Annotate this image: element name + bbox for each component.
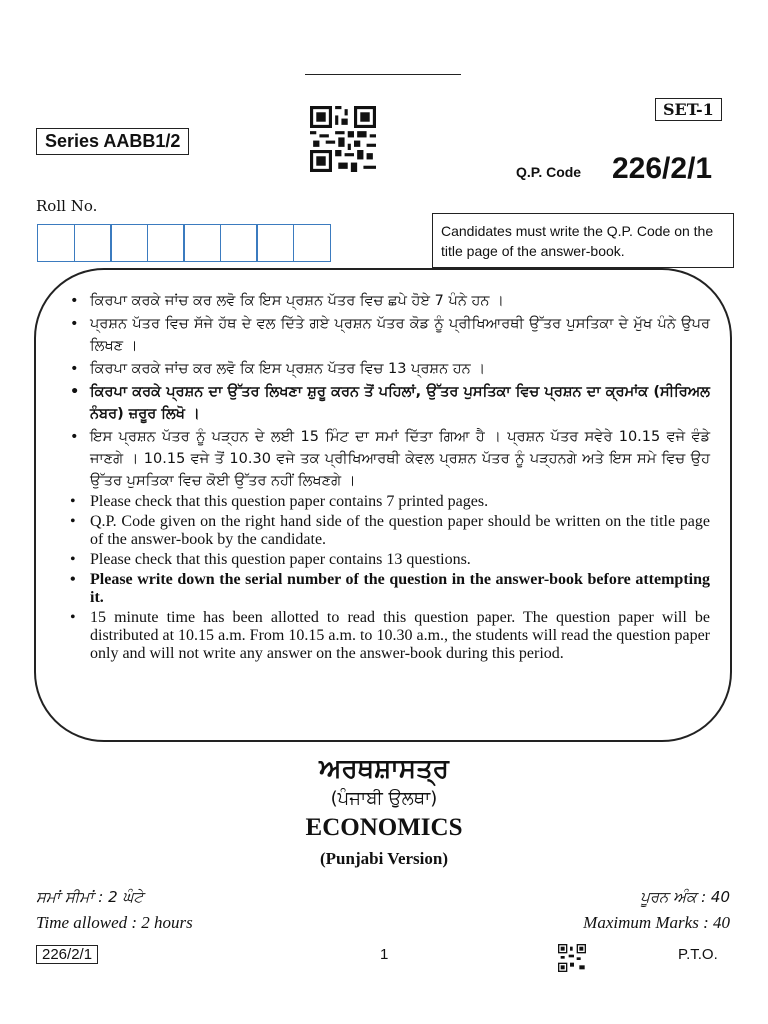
instruction-item: • ਕਿਰਪਾ ਕਰਕੇ ਜਾਂਚ ਕਰ ਲਵੋ ਕਿ ਇਸ ਪ੍ਰਸ਼ਨ ਪੱਤਰ ਵਿਚ ਛਪੇ ਹੋਏ 7 ਪੰਨੇ ਹਨ । xyxy=(66,290,710,312)
qr-code-small-icon xyxy=(558,944,586,972)
roll-box[interactable] xyxy=(183,224,221,262)
instruction-item: • Please check that this question paper contains 7 printed pages. xyxy=(66,493,710,511)
top-rule xyxy=(305,74,461,75)
version-english: (Punjabi Version) xyxy=(320,849,448,868)
instruction-item: • 15 minute time has been allotted to read this question paper. The question paper will be distributed at 10.15 a.m. From 10.15 a.m. to 10.30 a.m., the students will read the question paper only and will not write any answer on the answer-book during this period. xyxy=(66,609,710,663)
instruction-item: • ਕਿਰਪਾ ਕਰਕੇ ਜਾਂਚ ਕਰ ਲਵੋ ਕਿ ਇਸ ਪ੍ਰਸ਼ਨ ਪੱਤਰ ਵਿਚ 13 ਪ੍ਰਸ਼ਨ ਹਨ । xyxy=(66,358,710,380)
subject-title-punjabi: ਅਰਥਸ਼ਾਸਤ੍ਰ xyxy=(319,754,449,784)
page-number: 1 xyxy=(380,946,389,963)
instruction-item: • Q.P. Code given on the right hand side of the question paper should be written on the title page of the answer-book by the candidate. xyxy=(66,513,710,549)
instruction-item: • Please write down the serial number of the question in the answer-book before attempting it. xyxy=(66,571,710,607)
qp-code: 226/2/1 xyxy=(612,152,713,185)
roll-box[interactable] xyxy=(110,224,148,262)
instruction-item: • ਕਿਰਪਾ ਕਰਕੇ ਪ੍ਰਸ਼ਨ ਦਾ ਉੱਤਰ ਲਿਖਣਾ ਸ਼ੁਰੂ ਕਰਨ ਤੋਂ ਪਹਿਲਾਂ, ਉੱਤਰ ਪੁਸਤਿਕਾ ਵਿਚ ਪ੍ਰਸ਼ਨ ਦਾ ਕ੍ਰਮਾਂਕ (ਸੀਰਿਅਲ ਨੰਬਰ) ਜ਼ਰੂਰ ਲਿਖੋ । xyxy=(66,381,710,425)
subject-title: ECONOMICS xyxy=(305,814,463,841)
roll-box[interactable] xyxy=(220,224,258,262)
series-box: Series AABB1/2 xyxy=(36,128,189,155)
set-box: SET-1 xyxy=(655,98,722,121)
instructions-english xyxy=(66,493,710,663)
instructions-punjabi xyxy=(66,290,710,492)
roll-box[interactable] xyxy=(74,224,112,262)
version-punjabi: (ਪੰਜਾਬੀ ਉਲਥਾ) xyxy=(330,788,438,809)
candidate-note: Candidates must write the Q.P. Code on the title page of the answer-book. xyxy=(432,213,734,268)
roll-box[interactable] xyxy=(293,224,331,262)
qr-code-icon xyxy=(310,106,376,172)
instructions xyxy=(66,290,710,665)
time-allowed-punjabi: ਸਮਾਂ ਸੀਮਾਂ : 2 ਘੰਟੇ xyxy=(36,888,144,906)
roll-box[interactable] xyxy=(147,224,185,262)
instruction-item: • ਪ੍ਰਸ਼ਨ ਪੱਤਰ ਵਿਚ ਸੱਜੇ ਹੱਥ ਦੇ ਵਲ ਦਿੱਤੇ ਗਏ ਪ੍ਰਸ਼ਨ ਪੱਤਰ ਕੋਡ ਨੂੰ ਪ੍ਰੀਖਿਆਰਥੀ ਉੱਤਰ ਪੁਸਤਿਕਾ ਦੇ ਮੁੱਖ ਪੰਨੇ ਉਪਰ ਲਿਖਣ । xyxy=(66,313,710,357)
instruction-item: • ਇਸ ਪ੍ਰਸ਼ਨ ਪੱਤਰ ਨੂੰ ਪੜ੍ਹਨ ਦੇ ਲਈ 15 ਮਿੰਟ ਦਾ ਸਮਾਂ ਦਿੱਤਾ ਗਿਆ ਹੈ । ਪ੍ਰਸ਼ਨ ਪੱਤਰ ਸਵੇਰੇ 10.15 ਵਜੇ ਵੰਡੇ ਜਾਣਗੇ । 10.15 ਵਜੇ ਤੋਂ 10.30 ਵਜੇ ਤਕ ਪ੍ਰੀਖਿਆਰਥੀ ਕੇਵਲ ਪ੍ਰਸ਼ਨ ਪੱਤਰ ਨੂੰ ਪੜ੍ਹਨਗੇ ਅਤੇ ਇਸ ਸਮੇ ਵਿਚ ਉਹ ਉੱਤਰ ਪੁਸਤਿਕਾ ਵਿਚ ਕੋਈ ਉੱਤਰ ਨਹੀਂ ਲਿਖਣਗੇ । xyxy=(66,426,710,492)
pto-label: P.T.O. xyxy=(678,946,718,963)
roll-no-label: Roll No. xyxy=(36,197,98,215)
max-marks: Maximum Marks : 40 xyxy=(583,913,730,932)
roll-box[interactable] xyxy=(256,224,294,262)
footer-code: 226/2/1 xyxy=(36,945,98,964)
roll-box[interactable] xyxy=(37,224,75,262)
roll-no-boxes xyxy=(37,224,329,262)
time-allowed: Time allowed : 2 hours xyxy=(36,913,193,932)
instruction-item: • Please check that this question paper contains 13 questions. xyxy=(66,551,710,569)
max-marks-punjabi: ਪੂਰਨ ਅੰਕ : 40 xyxy=(640,888,730,906)
qp-code-label: Q.P. Code xyxy=(516,164,582,180)
